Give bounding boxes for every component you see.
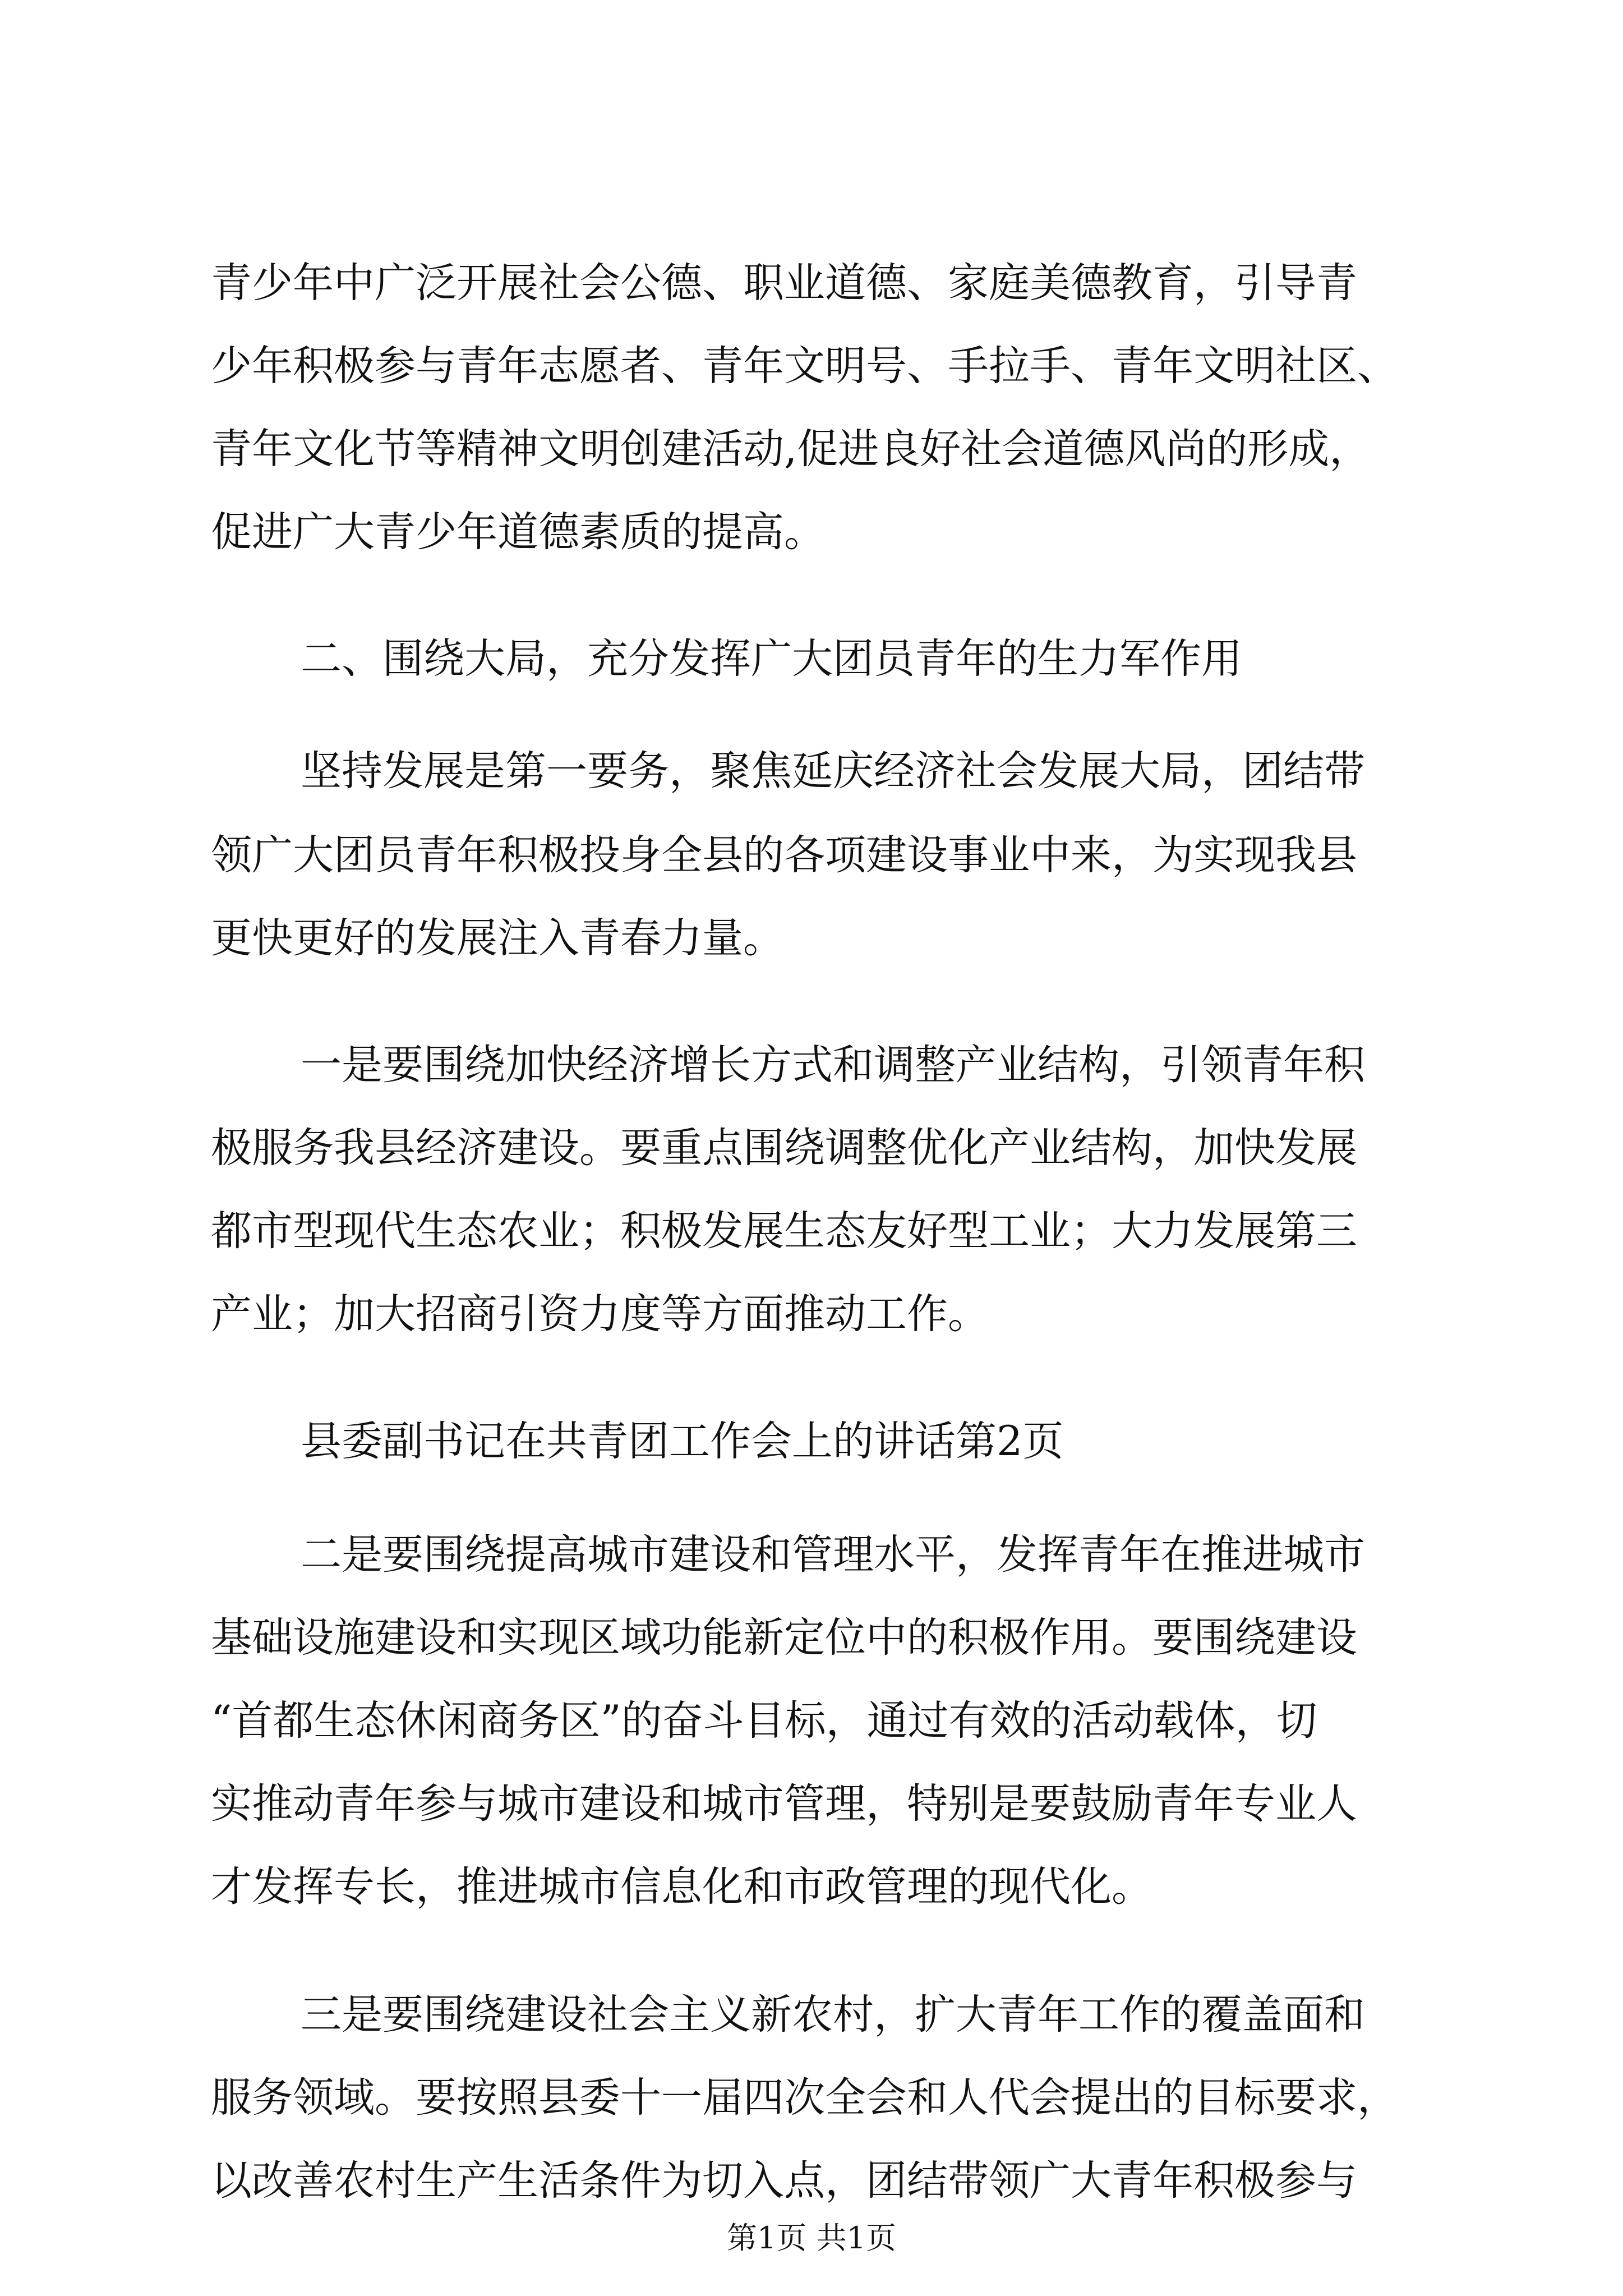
paragraph-line: “首都生态休闲商务区”的奋斗目标，通过有效的活动载体，切 (211, 1697, 1317, 1745)
paragraph-line: 都市型现代生态农业；积极发展生态友好型工业；大力发展第三 (211, 1207, 1357, 1255)
paragraph-line: 一是要围绕加快经济增长方式和调整产业结构，引领青年积 (301, 1041, 1365, 1089)
paragraph-line: 促进广大青少年道德素质的提高。 (211, 508, 825, 556)
paragraph-line: 三是要围绕建设社会主义新农村，扩大青年工作的覆盖面和 (301, 1991, 1365, 2039)
page-footer: 第1页 共1页 (727, 2220, 896, 2256)
paragraph-line: 服务领域。要按照县委十一届四次全会和人代会提出的目标要求， (211, 2074, 1398, 2122)
paragraph-line: 领广大团员青年积极投身全县的各项建设事业中来，为实现我县 (211, 831, 1357, 879)
paragraph-line: 实推动青年参与城市建设和城市管理，特别是要鼓励青年专业人 (211, 1780, 1357, 1828)
paragraph-line: 二是要围绕提高城市建设和管理水平，发挥青年在推进城市 (301, 1531, 1365, 1579)
paragraph-line: 青年文化节等精神文明创建活动,促进良好社会道德风尚的形成， (211, 425, 1371, 473)
paragraph-line: 以改善农村生产生活条件为切入点，团结带领广大青年积极参与 (211, 2157, 1357, 2205)
paragraph-line: 更快更好的发展注入青春力量。 (211, 914, 784, 962)
paragraph-line: 青少年中广泛开展社会公德、职业道德、家庭美德教育，引导青 (211, 259, 1357, 307)
paragraph-line: 极服务我县经济建设。要重点围绕调整优化产业结构，加快发展 (211, 1124, 1357, 1172)
paragraph-line: 才发挥专长，推进城市信息化和市政管理的现代化。 (211, 1863, 1152, 1911)
paragraph-line: 少年积极参与青年志愿者、青年文明号、手拉手、青年文明社区、 (211, 342, 1398, 390)
section-heading: 二、围绕大局，充分发挥广大团员青年的生力军作用 (301, 635, 1242, 683)
page-title-line: 县委副书记在共青团工作会上的讲话第2页 (301, 1418, 1064, 1465)
paragraph-line: 坚持发展是第一要务，聚焦延庆经济社会发展大局，团结带 (301, 747, 1365, 795)
paragraph-line: 产业；加大招商引资力度等方面推动工作。 (211, 1290, 989, 1338)
paragraph-line: 基础设施建设和实现区域功能新定位中的积极作用。要围绕建设 (211, 1614, 1357, 1662)
